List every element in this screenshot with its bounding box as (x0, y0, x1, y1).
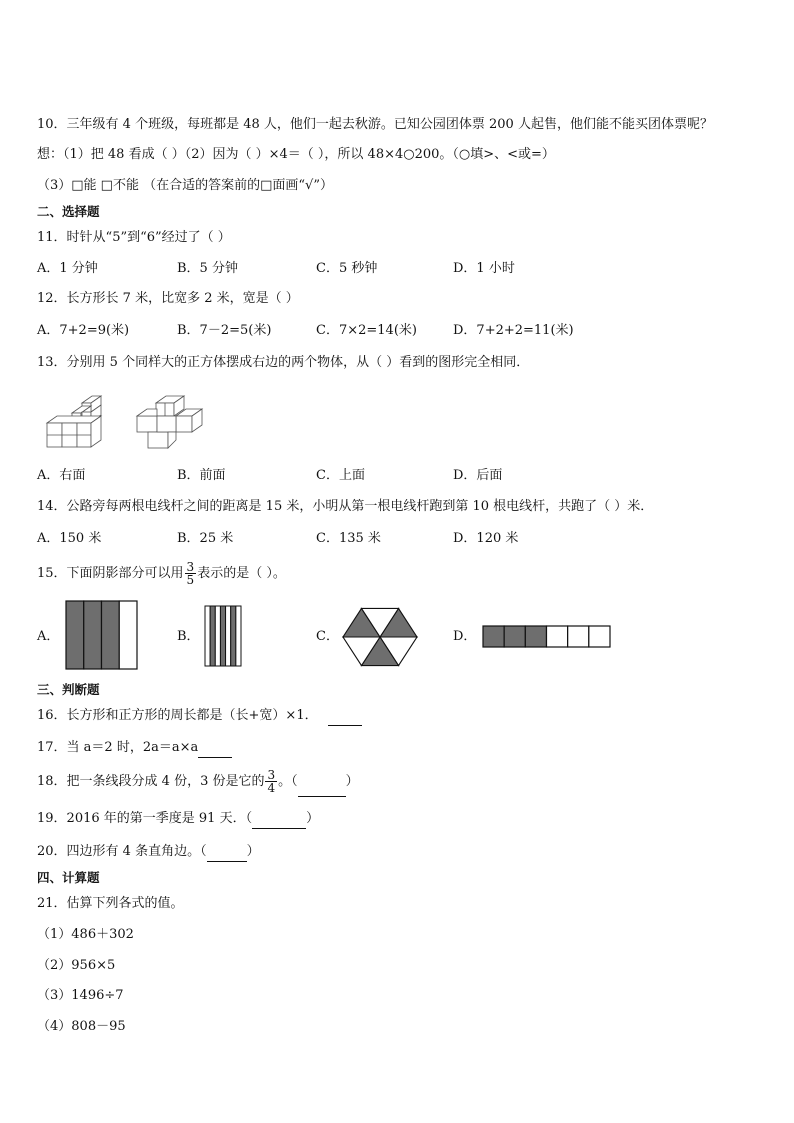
q20 (37, 843, 260, 862)
figB-part-4 (220, 606, 225, 666)
figD-part-3 (525, 626, 546, 647)
figA-part-2 (84, 601, 102, 669)
q15-stem (37, 560, 286, 588)
q15-stem-before: 15．下面阴影部分可以用 (37, 566, 184, 581)
q15-frac-den: 5 (186, 573, 195, 587)
section-choice-title: 二、选择题 (37, 204, 100, 219)
q13-option-d[interactable]: D．后面 (453, 468, 503, 483)
figA-part-3 (102, 601, 120, 669)
section-calc-title: 四、计算题 (37, 870, 100, 885)
q13-option-b[interactable]: B．前面 (177, 468, 226, 483)
q15-figure-b[interactable] (205, 606, 242, 667)
q21-item-3: （3）1496÷7 (37, 988, 124, 1003)
q19 (37, 810, 319, 829)
q10-line2: 想：（1）把 48 看成（ ）（2）因为（ ）×4＝（ ），所以 48×4○200。（○填>、<或=） (37, 147, 555, 162)
figD-part-5 (568, 626, 589, 647)
figB-part-5 (226, 606, 231, 666)
q15-figure-c[interactable] (342, 603, 418, 671)
q15-label-d[interactable]: D． (453, 629, 477, 644)
q14-stem: 14．公路旁每两根电线杆之间的距离是 15 米，小明从第一根电线杆跑到第 10 根电线杆，共跑了（ ）米． (37, 499, 654, 514)
q12-option-b[interactable]: B．7－2=5(米) (177, 323, 272, 338)
q19-answer-blank[interactable] (252, 810, 306, 829)
q15-figure-a[interactable] (66, 601, 138, 670)
q16-answer-blank[interactable] (328, 707, 362, 726)
q18 (37, 768, 359, 797)
q20-text: 20．四边形有 4 条直角边。（ (37, 844, 207, 859)
cube-figure-2 (136, 395, 206, 450)
q18-frac-den: 4 (267, 781, 276, 795)
q18-close: ） (345, 774, 359, 789)
figA-part-4 (119, 601, 137, 669)
figD-part-6 (589, 626, 610, 647)
q21-item-2: （2）956×5 (37, 958, 116, 973)
q20-close: ） (246, 844, 260, 859)
q20-answer-blank[interactable] (207, 843, 247, 862)
figB-part-2 (210, 606, 215, 666)
q15-frac-num: 3 (186, 560, 195, 574)
q16 (37, 707, 362, 726)
q10-line3: （3）□能 □不能 （在合适的答案前的□面画“√”） (37, 178, 333, 193)
q13-stem: 13．分别用 5 个同样大的正方体摆成右边的两个物体，从（ ）看到的图形完全相同． (37, 355, 530, 370)
q12-option-c[interactable]: C．7×2=14(米) (316, 323, 417, 338)
q15-label-b[interactable]: B． (177, 629, 200, 644)
q14-option-c[interactable]: C．135 米 (316, 531, 381, 546)
q10-line1: 10．三年级有 4 个班级，每班都是 48 人，他们一起去秋游。已知公园团体票 200 人起售，他们能不能买团体票呢？ (37, 117, 713, 132)
q21-stem: 21．估算下列各式的值。 (37, 896, 184, 911)
figB-part-3 (215, 606, 220, 666)
figD-part-2 (504, 626, 525, 647)
q17-text: 17．当 a＝2 时，2a＝a×a (37, 740, 199, 755)
q13-option-c[interactable]: C．上面 (316, 468, 365, 483)
figD-part-4 (547, 626, 568, 647)
q14-option-a[interactable]: A．150 米 (37, 531, 102, 546)
cube-figure-1 (46, 395, 106, 450)
q16-text: 16．长方形和正方形的周长都是（长+宽）×1． (37, 708, 318, 723)
q17-answer-blank[interactable] (198, 739, 232, 758)
q12-stem: 12．长方形长 7 米，比宽多 2 米，宽是（ ） (37, 291, 299, 306)
q11-option-c[interactable]: C．5 秒钟 (316, 261, 378, 276)
q18-fraction (265, 769, 277, 794)
q19-text: 19．2016 年的第一季度是 91 天．（ (37, 811, 253, 826)
q11-option-a[interactable]: A．1 分钟 (37, 261, 98, 276)
q12-option-d[interactable]: D．7+2+2=11(米) (453, 323, 574, 338)
q15-label-a[interactable]: A． (37, 629, 60, 644)
figB-part-7 (236, 606, 241, 666)
figD-part-1 (483, 626, 504, 647)
q15-stem-after: 表示的是（ ）。 (197, 566, 286, 581)
figB-part-6 (231, 606, 236, 666)
q18-text-after: 。（ (278, 774, 298, 789)
q11-option-b[interactable]: B．5 分钟 (177, 261, 238, 276)
q21-item-4: （4）808－95 (37, 1019, 126, 1034)
q17 (37, 739, 232, 758)
section-judge-title: 三、判断题 (37, 682, 100, 697)
q12-option-a[interactable]: A．7+2=9(米) (37, 323, 130, 338)
q11-stem: 11．时针从“5”到“6”经过了（ ） (37, 230, 231, 245)
q11-option-d[interactable]: D．1 小时 (453, 261, 515, 276)
q19-close: ） (306, 811, 320, 826)
q18-text-before: 18．把一条线段分成 4 份，3 份是它的 (37, 774, 265, 789)
q21-item-1: （1）486＋302 (37, 927, 134, 942)
q14-option-b[interactable]: B．25 米 (177, 531, 234, 546)
q15-fraction (185, 561, 197, 586)
q13-option-a[interactable]: A．右面 (37, 468, 86, 483)
q18-answer-blank[interactable] (298, 768, 346, 797)
q14-option-d[interactable]: D．120 米 (453, 531, 519, 546)
figB-part-1 (205, 606, 210, 666)
q15-figure-d[interactable] (483, 626, 611, 648)
q18-frac-num: 3 (267, 768, 276, 782)
figA-part-1 (66, 601, 84, 669)
q15-label-c[interactable]: C． (316, 629, 339, 644)
